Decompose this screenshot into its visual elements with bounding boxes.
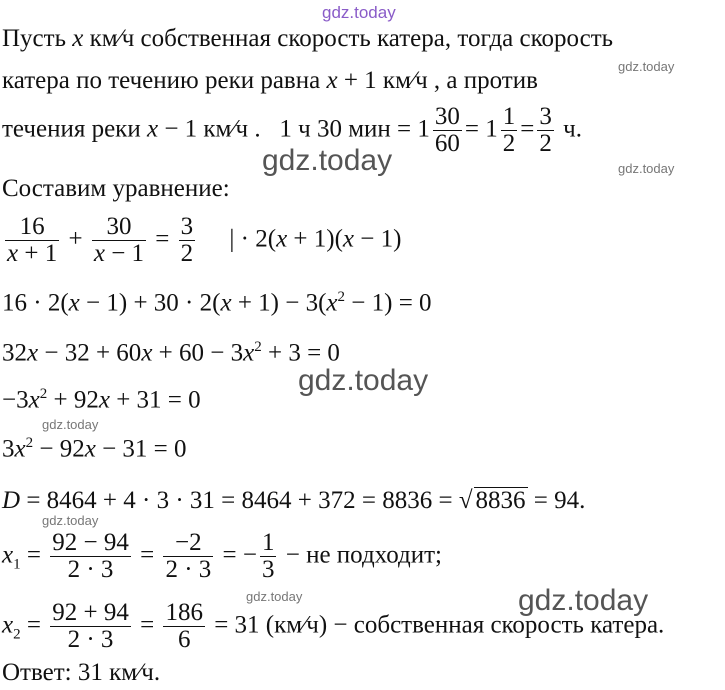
watermark-small: gdz.today [246, 589, 303, 604]
var-x: x [146, 115, 159, 143]
fraction: $\frac{16}{x + 1}$ [7, 213, 58, 268]
line-12: $x_2$ = $\frac{92 + 94}{2 \cdot 3}$ = $\frac{186}{6}$ = 31 (км⁄ч) − собственная скорость катера. [2, 599, 665, 654]
text: = 1 [464, 115, 498, 143]
watermark-small: gdz.today [42, 417, 99, 432]
text: Составим уравнение: [2, 175, 230, 202]
fraction: $\frac{30}{60}$ [434, 103, 460, 158]
line-6: $16 \cdot 2(x - 1) + 30 \cdot 2(x + 1) - 3(x^2 - 1) = 0$ [2, 289, 432, 317]
fraction: $\frac{186}{6}$ [165, 599, 203, 654]
line-11: $x_1$ = $\frac{92 - 94}{2 \cdot 3}$ = $\frac{-2}{2 \cdot 3}$ = − $\frac{1}{3}$ − не подходит; [2, 529, 442, 584]
answer-line: Ответ: 31 км⁄ч. [2, 659, 161, 686]
fraction: $\frac{1}{3}$ [261, 529, 275, 584]
text: 1 ч 30 мин = 1 [279, 115, 430, 143]
line-1 [2, 26, 613, 51]
text: Пусть [2, 25, 66, 52]
fraction: $\frac{92 + 94}{2 \cdot 3}$ [52, 599, 129, 654]
text: | · 2( [229, 225, 277, 253]
text: + [68, 225, 83, 253]
fraction: $\frac{3}{2}$ [180, 213, 194, 268]
sqrt-radicand: 8836 [475, 487, 526, 514]
fraction: $\frac{3}{2}$ [539, 103, 552, 158]
text: = [520, 115, 535, 143]
text: течения реки [2, 115, 141, 143]
expr: − 1 км⁄ч . [158, 115, 261, 143]
watermark-small: gdz.today [618, 161, 675, 176]
sqrt-sign: √ [458, 487, 473, 514]
text: катера по течению реки равна [2, 67, 321, 94]
line-8: $-3x^2 + 92x + 31 = 0$ [2, 386, 201, 414]
watermark-large: gdz.today [518, 584, 649, 617]
text: км⁄ч собственная скорость катера, тогда скорость [89, 25, 614, 52]
fraction: $\frac{30}{x - 1}$ [93, 213, 145, 268]
fraction: $\frac{92 - 94}{2 \cdot 3}$ [52, 529, 129, 584]
watermark-large: gdz.today [298, 364, 429, 397]
watermark-small: gdz.today [42, 513, 99, 528]
var-x: x [72, 25, 84, 52]
text: = [155, 225, 170, 253]
line-3 [2, 104, 582, 158]
line-7: $32x - 32 + 60x + 60 - 3x^2 + 3 = 0$ [2, 339, 340, 367]
expr: + 1 км⁄ч [337, 67, 428, 94]
fraction: $\frac{1}{2}$ [502, 103, 516, 158]
text: , а против [433, 67, 538, 94]
line-2 [2, 68, 538, 93]
line-9: $3x^2 - 92x - 31 = 0$ [2, 435, 187, 463]
fraction: $\frac{-2}{2 \cdot 3}$ [165, 529, 212, 584]
var-x: x [326, 67, 338, 94]
line-4 [2, 176, 230, 201]
line-10: D = 8464 + 4 · 3 · 31 = 8464 + 372 = 8836 = √ 8836 = 94. [2, 487, 586, 514]
line-5: $\frac{16}{x + 1}$ + $\frac{30}{x - 1}$ = $\frac{3}{2}$ | · 2(x + 1)(x − 1) [7, 213, 402, 268]
text: ч. [563, 115, 582, 143]
watermark-small: gdz.today [618, 59, 675, 74]
watermark-large: gdz.today [262, 144, 393, 177]
watermark-top: gdz.today [322, 3, 396, 22]
